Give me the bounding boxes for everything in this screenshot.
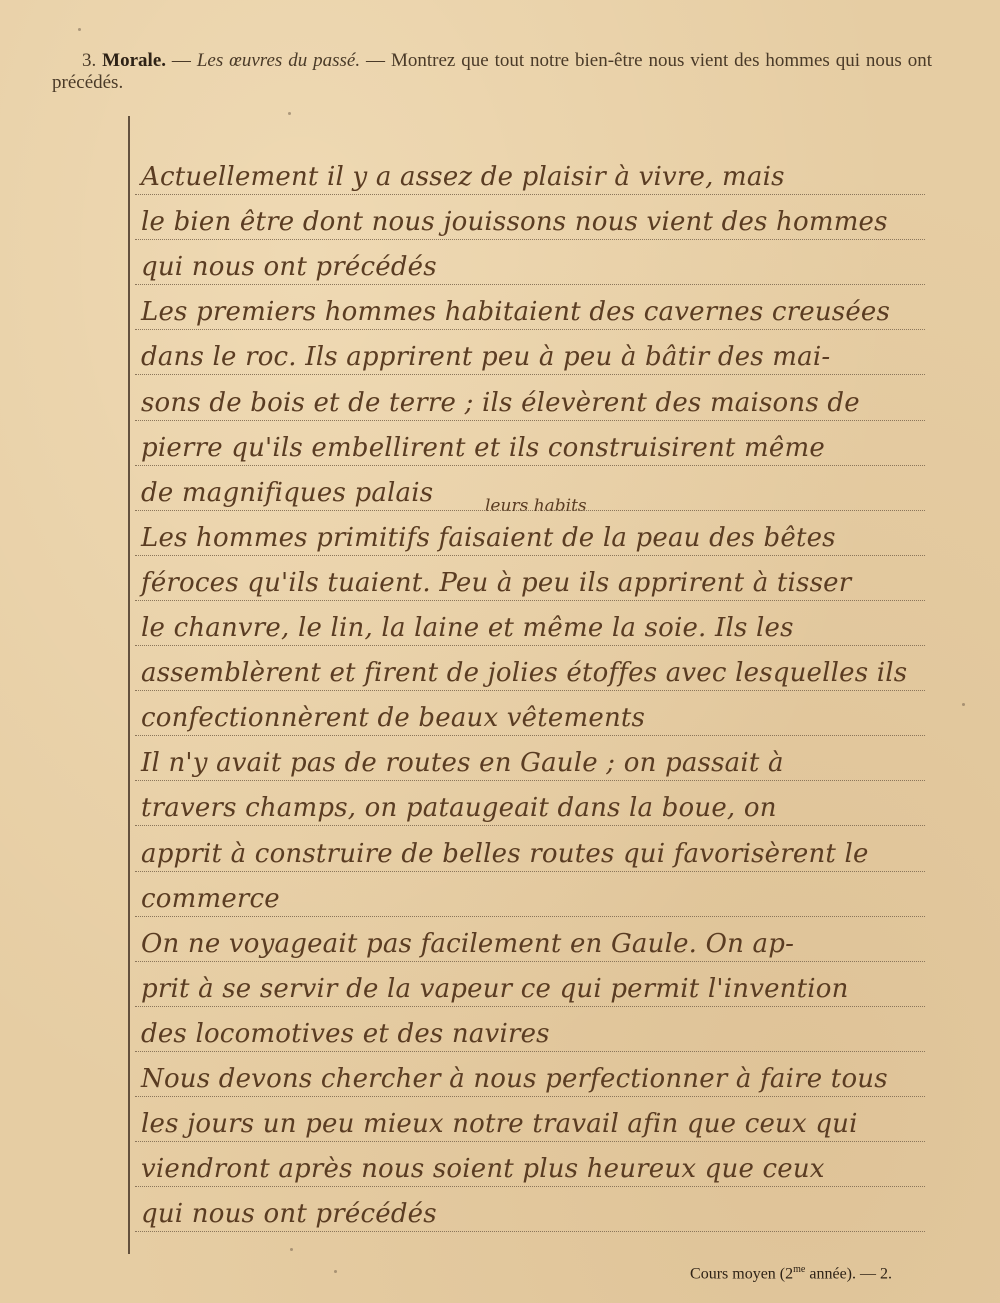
writing-line <box>135 466 925 511</box>
writing-line <box>135 826 925 871</box>
writing-line <box>135 1187 925 1232</box>
margin-rule <box>128 116 130 1254</box>
writing-line <box>135 330 925 375</box>
writing-line <box>135 872 925 917</box>
handwritten-line: On ne voyageait pas facilement en Gaule. On ap- <box>141 928 795 959</box>
writing-line <box>135 691 925 736</box>
writing-line <box>135 375 925 420</box>
writing-line <box>135 736 925 781</box>
handwritten-answer <box>135 150 925 1232</box>
writing-line <box>135 150 925 195</box>
footer-superscript: me <box>793 1264 806 1275</box>
handwritten-line: de magnifiques palais <box>141 477 434 508</box>
paper-speck <box>962 703 965 706</box>
handwritten-line: assemblèrent et firent de jolies étoffes avec lesquelles ils <box>141 658 908 689</box>
handwritten-line: Il n'y avait pas de routes en Gaule ; on passait à <box>141 748 784 779</box>
handwritten-line: Nous devons chercher à nous perfectionner à faire tous <box>141 1063 888 1094</box>
writing-line <box>135 1142 925 1187</box>
footer-page: année). — 2. <box>805 1265 892 1283</box>
writing-line <box>135 1052 925 1097</box>
writing-line <box>135 1097 925 1142</box>
paper-speck <box>290 1248 293 1251</box>
exercise-question: Montrez que tout notre bien-être nous vient des hommes qui nous ont précédés. <box>52 50 932 93</box>
paper-speck <box>288 112 291 115</box>
handwritten-line: apprit à construire de belles routes qui favorisèrent le <box>141 838 869 869</box>
footer-course: Cours moyen (2 <box>690 1265 794 1283</box>
handwritten-line: le bien être dont nous jouissons nous vient des hommes <box>141 207 888 238</box>
handwritten-line: les jours un peu mieux notre travail afin que ceux qui <box>141 1109 858 1140</box>
writing-line <box>135 195 925 240</box>
writing-line <box>135 601 925 646</box>
handwritten-line: travers champs, on pataugeait dans la boue, on <box>141 793 777 824</box>
exercise-heading: Morale. <box>102 50 166 71</box>
handwritten-line: dans le roc. Ils apprirent peu à peu à bâtir des mai- <box>141 342 831 373</box>
exercise-prompt <box>52 50 932 94</box>
handwritten-line: sons de bois et de terre ; ils élevèrent des maisons de <box>141 387 860 418</box>
handwritten-line: pierre qu'ils embellirent et ils construisirent même <box>141 432 825 463</box>
handwritten-line: Les premiers hommes habitaient des cavernes creusées <box>141 297 891 328</box>
separator-dash: — <box>171 50 191 71</box>
writing-line <box>135 781 925 826</box>
writing-line <box>135 1007 925 1052</box>
writing-line <box>135 240 925 285</box>
writing-line <box>135 646 925 691</box>
handwritten-line: viendront après nous soient plus heureux que ceux <box>141 1154 825 1185</box>
handwritten-line: féroces qu'ils tuaient. Peu à peu ils apprirent à tisser <box>141 567 852 598</box>
handwritten-line: qui nous ont précédés <box>141 252 437 283</box>
handwritten-line: qui nous ont précédés <box>141 1199 437 1230</box>
paper-speck <box>334 1270 337 1273</box>
separator-dash: — <box>366 50 386 71</box>
handwritten-line: prit à se servir de la vapeur ce qui permit l'invention <box>141 973 849 1004</box>
handwritten-insertion: leurs habits <box>485 496 587 516</box>
handwritten-line: le chanvre, le lin, la laine et même la soie. Ils les <box>141 613 794 644</box>
paper-speck <box>78 28 81 31</box>
handwritten-line: Actuellement il y a assez de plaisir à vivre, mais <box>141 162 785 193</box>
writing-line <box>135 285 925 330</box>
exercise-number: 3. <box>82 50 97 71</box>
writing-line <box>135 556 925 601</box>
writing-line <box>135 917 925 962</box>
writing-line <box>135 511 925 556</box>
handwritten-line: commerce <box>141 883 280 914</box>
handwritten-line: des locomotives et des navires <box>141 1018 550 1049</box>
handwritten-line: confectionnèrent de beaux vêtements <box>141 703 646 734</box>
writing-line <box>135 421 925 466</box>
writing-line <box>135 962 925 1007</box>
handwritten-line: Les hommes primitifs faisaient de la peau des bêtes <box>141 522 836 553</box>
page-footer <box>690 1264 892 1283</box>
exercise-topic: Les œuvres du passé. <box>196 50 361 71</box>
